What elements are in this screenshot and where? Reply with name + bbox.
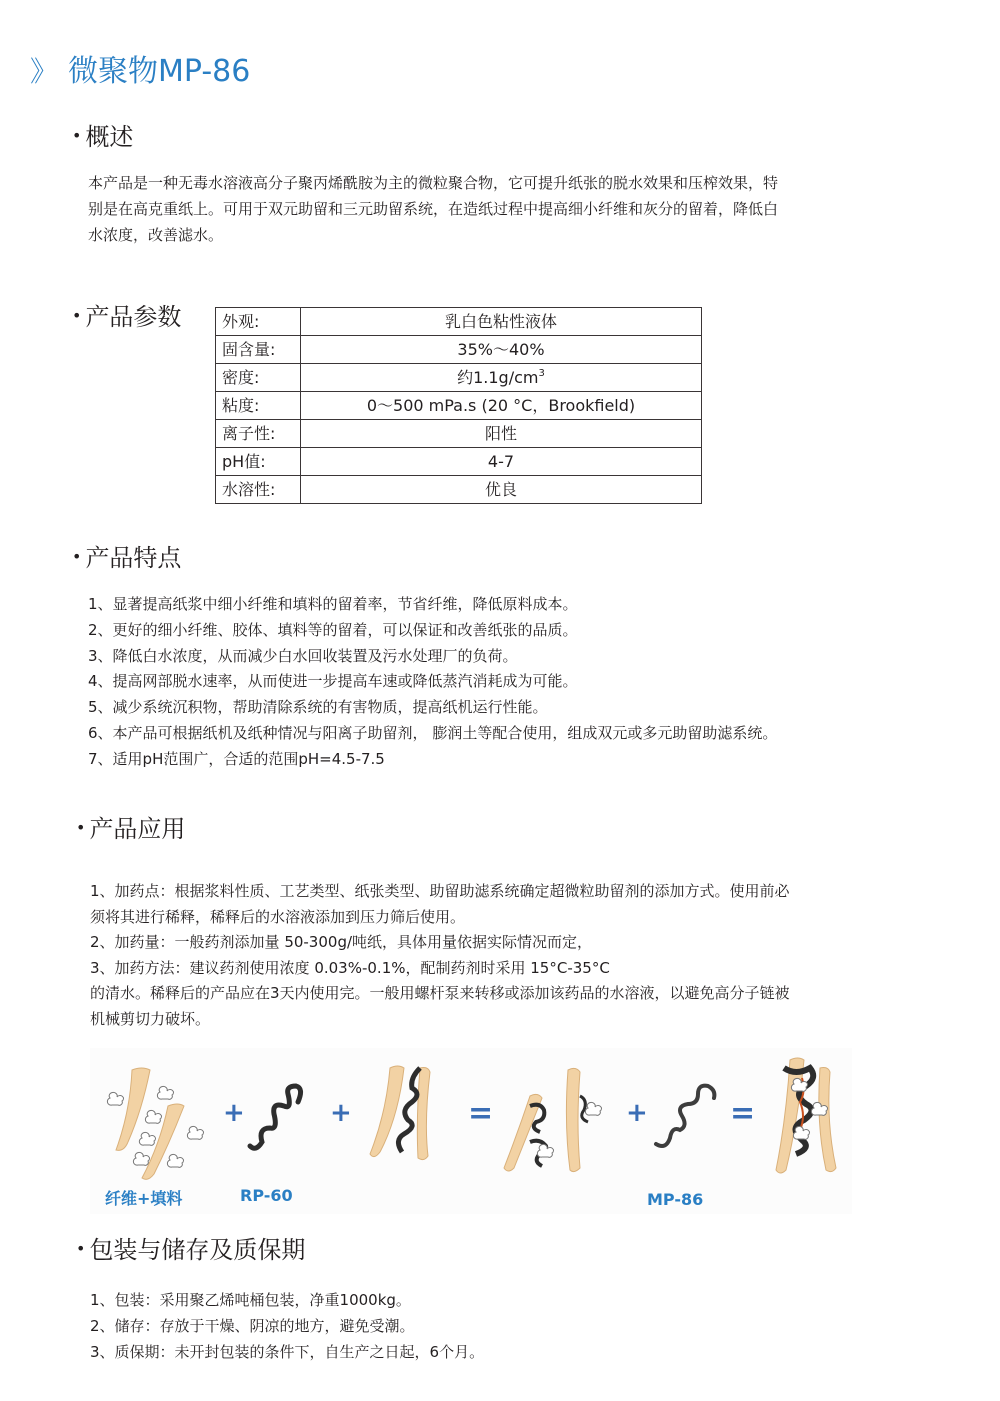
overview-heading — [72, 120, 133, 153]
param-value: 阳性 — [301, 420, 702, 448]
process-diagram — [90, 1048, 852, 1214]
table-row — [216, 476, 702, 504]
application-line: 3、加药方法：建议药剂使用浓度 0.03%-0.1%，配制药剂时采用 15°C-35°C — [90, 958, 610, 977]
param-value: 0～500 mPa.s (20 °C，Brookfield) — [301, 392, 702, 420]
table-row — [216, 420, 702, 448]
bullet-icon: • — [76, 1239, 86, 1258]
bullet-icon: • — [72, 547, 82, 566]
param-key: 固含量: — [216, 336, 301, 364]
overview-line: 本产品是一种无毒水溶液高分子聚丙烯酰胺为主的微粒聚合物，它可提升纸张的脱水效果和压榨效果，特 — [88, 174, 779, 192]
table-row — [216, 336, 702, 364]
flocculated-fibers-icon — [370, 1066, 430, 1160]
application-line: 的清水。稀释后的产品应在3天内使用完。一般用螺杆泵来转移或添加该药品的水溶液，以避免高分子链被 — [90, 984, 790, 1003]
params-table — [215, 307, 702, 504]
bullet-icon: • — [76, 818, 86, 837]
application-line: 2、加药量：一般药剂添加量 50-300g/吨纸，具体用量依据实际情况而定， — [90, 933, 593, 952]
table-row — [216, 364, 702, 392]
packaging-list — [90, 1288, 484, 1365]
param-key: 水溶性: — [216, 476, 301, 504]
product-name: 微聚物MP-86 — [68, 54, 251, 89]
list-item: 6、本产品可根据纸机及纸种情况与阳离子助留剂， 膨润土等配合使用，组成双元或多元助留助滤系统。 — [88, 723, 778, 742]
param-key: pH值: — [216, 448, 301, 476]
application-line: 须将其进行稀释，稀释后的水溶液添加到压力筛后使用。 — [90, 907, 466, 926]
mp86-polymer-icon — [656, 1086, 714, 1146]
param-key: 密度: — [216, 364, 301, 392]
application-heading — [76, 812, 185, 845]
packaging-heading-text: 包装与储存及质保期 — [89, 1236, 306, 1264]
equals-icon: = — [468, 1096, 494, 1131]
label-mp86: MP-86 — [647, 1190, 704, 1209]
params-heading — [72, 300, 181, 333]
features-heading-text: 产品特点 — [85, 544, 182, 572]
label-rp60: RP-60 — [240, 1186, 293, 1205]
plus-icon: + — [223, 1098, 245, 1128]
density-exponent: 3 — [538, 368, 545, 379]
overview-heading-text: 概述 — [85, 123, 134, 151]
params-heading-text: 产品参数 — [85, 303, 182, 331]
broken-flocs-icon — [504, 1068, 602, 1171]
param-key: 外观: — [216, 308, 301, 336]
final-floc-icon — [776, 1058, 836, 1173]
list-item: 2、更好的细小纤维、胶体、填料等的留着，可以保证和改善纸张的品质。 — [88, 620, 578, 639]
list-item: 5、减少系统沉积物，帮助清除系统的有害物质，提高纸机运行性能。 — [88, 698, 548, 717]
list-item: 7、适用pH范围广，合适的范围pH=4.5-7.5 — [88, 749, 385, 768]
list-item: 1、显著提高纸浆中细小纤维和填料的留着率，节省纤维，降低原料成本。 — [88, 595, 578, 613]
features-list — [88, 592, 777, 773]
fibers-and-fillers-icon — [107, 1068, 203, 1179]
bullet-icon: • — [72, 306, 82, 325]
list-item: 4、提高网部脱水速率，从而使进一步提高车速或降低蒸汽消耗成为可能。 — [88, 672, 578, 691]
table-row — [216, 448, 702, 476]
features-heading — [72, 541, 181, 574]
list-item: 3、质保期：未开封包装的条件下，自生产之日起，6个月。 — [90, 1342, 485, 1361]
process-illustration — [90, 1048, 852, 1214]
equals-icon: = — [730, 1096, 756, 1131]
table-row — [216, 308, 702, 336]
param-key: 离子性: — [216, 420, 301, 448]
plus-icon: + — [330, 1098, 352, 1128]
list-item: 3、降低白水浓度，从而减少白水回收装置及污水处理厂的负荷。 — [88, 646, 518, 665]
table-row — [216, 392, 702, 420]
packaging-heading — [76, 1233, 305, 1266]
plus-icon: + — [626, 1098, 648, 1128]
bullet-icon: • — [72, 126, 82, 145]
param-value: 35%～40% — [301, 336, 702, 364]
list-item: 1、包装：采用聚乙烯吨桶包装，净重1000kg。 — [90, 1291, 411, 1309]
param-key: 粘度: — [216, 392, 301, 420]
overview-text — [88, 170, 778, 248]
density-value: 约1.1g/cm — [457, 368, 539, 387]
param-value — [301, 364, 702, 392]
param-value: 乳白色粘性液体 — [301, 308, 702, 336]
application-text — [90, 879, 790, 1033]
application-line: 1、加药点：根据浆料性质、工艺类型、纸张类型、助留助滤系统确定超微粒助留剂的添加方式。使用前必 — [90, 882, 790, 900]
chevron-icon: 》 — [30, 55, 59, 88]
label-fibers-fillers: 纤维+填料 — [105, 1189, 183, 1208]
list-item: 2、储存：存放于干燥、阴凉的地方，避免受潮。 — [90, 1316, 415, 1335]
application-line: 机械剪切力破坏。 — [90, 1009, 211, 1028]
page-title — [30, 52, 250, 92]
overview-line: 水浓度，改善滤水。 — [88, 226, 224, 244]
application-heading-text: 产品应用 — [89, 815, 186, 843]
param-value: 4-7 — [301, 448, 702, 476]
overview-line: 别是在高克重纸上。可用于双元助留和三元助留系统，在造纸过程中提高细小纤维和灰分的留着，降低白 — [88, 200, 779, 218]
rp60-polymer-icon — [250, 1086, 301, 1148]
param-value: 优良 — [301, 476, 702, 504]
